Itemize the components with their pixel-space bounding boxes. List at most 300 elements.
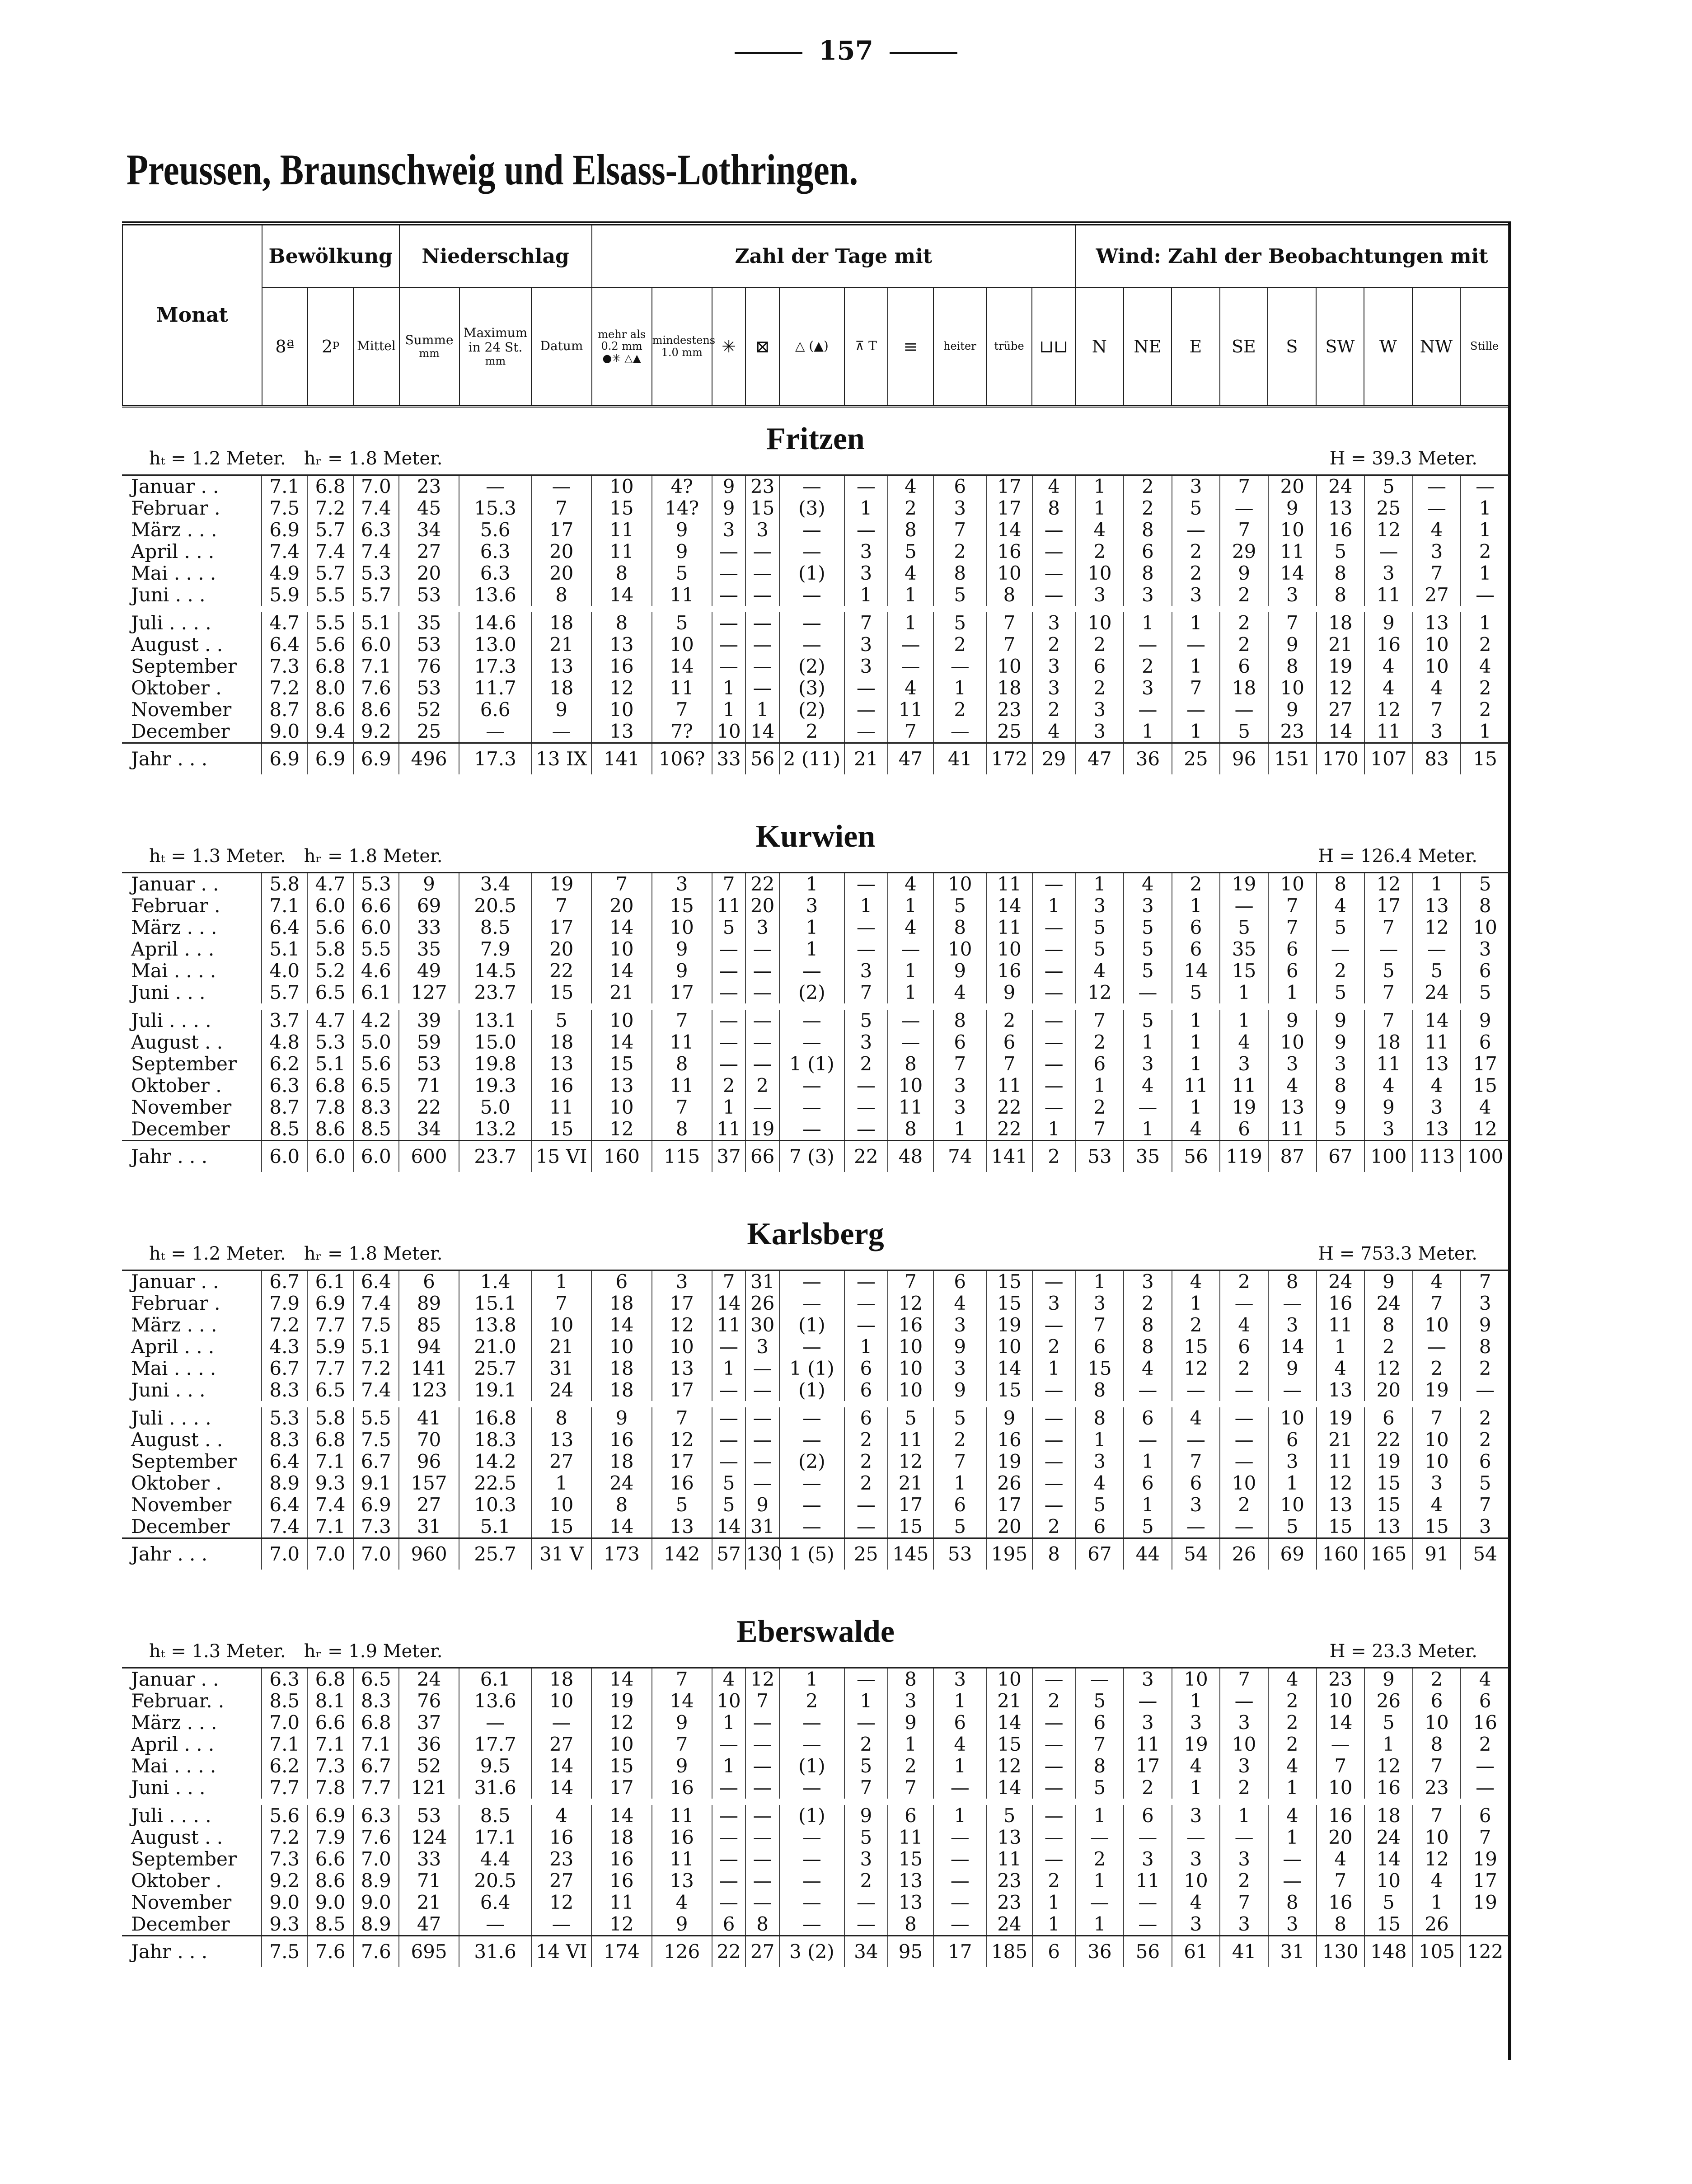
table-cell: 17 xyxy=(652,1451,712,1472)
table-cell: 5 xyxy=(652,1494,712,1516)
table-cell: 19.3 xyxy=(459,1075,531,1097)
table-cell: 18 xyxy=(1317,612,1365,634)
table-cell: — xyxy=(779,1010,844,1031)
table-cell: 20 xyxy=(591,895,651,917)
table-cell: 14 xyxy=(986,895,1032,917)
table-cell: 6 xyxy=(1172,938,1220,960)
table-cell: 1 xyxy=(1461,519,1509,541)
table-cell: 4 xyxy=(933,1293,986,1314)
table-cell: 14 xyxy=(986,519,1032,541)
table-cell: 23 xyxy=(531,1848,591,1870)
table-cell: 2 xyxy=(1032,1336,1076,1358)
table-cell: 76 xyxy=(399,1690,459,1712)
table-cell: 4 xyxy=(1317,1358,1365,1379)
table-cell: — xyxy=(888,634,933,656)
table-cell: 1 xyxy=(888,960,933,982)
table-cell: 2 xyxy=(1461,1407,1509,1429)
table-cell: 4.7 xyxy=(307,1010,353,1031)
header-tage-snow-icon: ✳ xyxy=(712,287,746,406)
month-label: März . . . xyxy=(131,1314,217,1336)
table-cell: 3 xyxy=(1172,1913,1220,1936)
table-cell: 11 xyxy=(531,1097,591,1118)
table-cell: 7 xyxy=(1268,895,1317,917)
table-cell: 18 xyxy=(1220,677,1268,699)
table-cell: 11 xyxy=(1364,584,1413,606)
month-label: December xyxy=(131,1515,230,1537)
table-cell: 8 xyxy=(1364,1314,1413,1336)
table-cell: 1 xyxy=(1032,1913,1076,1936)
table-cell: 100 xyxy=(1461,1141,1509,1172)
table-cell: — xyxy=(1220,497,1268,519)
table-cell: — xyxy=(1172,634,1220,656)
table-cell: 4 xyxy=(652,1892,712,1913)
month-label: Februar. . xyxy=(131,1690,225,1712)
table-cell: 1 xyxy=(1076,497,1124,519)
table-cell: 5 xyxy=(933,1407,986,1429)
station-elevation: H = 126.4 Meter. xyxy=(1318,846,1477,867)
table-cell: 39 xyxy=(399,1010,459,1031)
table-cell: 17 xyxy=(1124,1755,1172,1777)
table-cell: 8.3 xyxy=(262,1429,307,1451)
table-cell: 6.4 xyxy=(353,1270,399,1293)
table-cell: 3 xyxy=(1220,1712,1268,1734)
table-cell: 10 xyxy=(1317,1690,1365,1712)
table-cell: 16 xyxy=(1364,634,1413,656)
table-cell: — xyxy=(712,584,746,606)
header-wind-w: W xyxy=(1364,287,1412,406)
table-cell: 7 xyxy=(1220,1668,1268,1691)
table-cell: 8.5 xyxy=(262,1118,307,1141)
table-cell: 600 xyxy=(399,1141,459,1172)
thermometer-height: hₜ = 1.3 Meter. xyxy=(149,1641,286,1662)
table-cell: 47 xyxy=(399,1913,459,1936)
month-label: März . . . xyxy=(131,1711,217,1734)
table-cell: 3 xyxy=(745,1336,779,1358)
table-cell: 3 xyxy=(1076,1451,1124,1472)
table-cell: 7.4 xyxy=(262,541,307,562)
year-total-row xyxy=(122,743,1509,775)
table-cell: 10 xyxy=(1268,873,1317,895)
table-cell: 7 (3) xyxy=(779,1141,844,1172)
table-cell: — xyxy=(1032,1777,1076,1799)
table-cell: 170 xyxy=(1317,743,1365,775)
table-cell: 10 xyxy=(986,656,1032,677)
table-cell: 16 xyxy=(531,1827,591,1848)
table-cell: 10 xyxy=(531,1314,591,1336)
table-cell: 3 xyxy=(1268,1451,1317,1472)
table-cell: — xyxy=(1124,1097,1172,1118)
table-cell: 5.6 xyxy=(459,519,531,541)
table-cell: — xyxy=(779,1097,844,1118)
header-niederschlag: Niederschlag xyxy=(399,224,592,288)
header-tage-truebe: trübe xyxy=(986,287,1032,406)
month-label: Juni . . . xyxy=(131,1776,206,1799)
table-cell: 11 xyxy=(888,1429,933,1451)
table-cell: 141 xyxy=(399,1358,459,1379)
table-cell: — xyxy=(1124,634,1172,656)
page-number-text: 157 xyxy=(818,35,874,66)
table-cell: 6 xyxy=(1461,960,1509,982)
table-cell: 31 xyxy=(399,1516,459,1538)
table-cell: 10 xyxy=(652,917,712,938)
month-row xyxy=(122,1075,1509,1097)
table-cell: — xyxy=(459,1712,531,1734)
table-cell: 3 xyxy=(1413,721,1461,743)
table-cell: — xyxy=(1172,1379,1220,1401)
table-cell: 49 xyxy=(399,960,459,982)
table-cell: 9 xyxy=(1268,699,1317,721)
table-cell: 21 xyxy=(1317,1429,1365,1451)
table-cell: 36 xyxy=(399,1734,459,1755)
table-cell: 4 xyxy=(888,917,933,938)
table-cell: 3 xyxy=(1220,1913,1268,1936)
table-cell: 18 xyxy=(531,677,591,699)
table-cell: 13.2 xyxy=(459,1118,531,1141)
table-cell: 5.6 xyxy=(353,1053,399,1075)
table-cell: 6.5 xyxy=(307,1379,353,1401)
table-cell: 9 xyxy=(1317,1031,1365,1053)
table-cell: 9 xyxy=(712,475,746,498)
header-tage-fog-icon: ≡ xyxy=(888,287,933,406)
table-cell: 18 xyxy=(591,1293,651,1314)
table-cell: — xyxy=(712,541,746,562)
spacer-cell xyxy=(122,1003,1509,1010)
table-cell: 53 xyxy=(399,1805,459,1827)
table-cell: 6.5 xyxy=(307,982,353,1003)
table-cell: 124 xyxy=(399,1827,459,1848)
table-cell: 9 xyxy=(1268,497,1317,519)
table-cell: 7 xyxy=(1172,1451,1220,1472)
table-cell: — xyxy=(1032,1031,1076,1053)
table-cell: 8.7 xyxy=(262,1097,307,1118)
table-cell: 6.0 xyxy=(353,917,399,938)
table-cell: 6.3 xyxy=(459,541,531,562)
table-cell: 11.7 xyxy=(459,677,531,699)
table-cell: 1 xyxy=(933,1805,986,1827)
table-cell: 7 xyxy=(1317,1870,1365,1892)
header-wind-e: E xyxy=(1172,287,1220,406)
header-wind-stille: Stille xyxy=(1460,287,1509,406)
table-cell: 4 xyxy=(888,873,933,895)
month-label: April . . . xyxy=(131,938,215,960)
table-cell: 9 xyxy=(1364,1668,1413,1691)
table-cell: 54 xyxy=(1461,1538,1509,1570)
table-cell: (3) xyxy=(779,677,844,699)
table-cell: 5 xyxy=(1076,1494,1124,1516)
table-cell: — xyxy=(1124,1827,1172,1848)
table-cell: 7 xyxy=(986,612,1032,634)
table-cell: 1 xyxy=(1032,1358,1076,1379)
table-cell: 83 xyxy=(1413,743,1461,775)
table-cell: 5 xyxy=(712,917,746,938)
station-heights xyxy=(149,1243,460,1264)
table-cell: 4 xyxy=(1076,960,1124,982)
table-cell: 6.8 xyxy=(307,656,353,677)
station-name: Eberswalde xyxy=(736,1614,895,1649)
table-cell: 4 xyxy=(888,475,933,498)
table-cell: 6 xyxy=(933,1031,986,1053)
table-cell: 10 xyxy=(986,938,1032,960)
table-cell: 18 xyxy=(531,1668,591,1691)
table-cell: 11 xyxy=(986,1075,1032,1097)
table-cell: 2 xyxy=(1461,1734,1509,1755)
table-cell: 22 xyxy=(712,1936,746,1968)
table-cell: — xyxy=(844,1075,888,1097)
year-total-row xyxy=(122,1936,1509,1968)
table-cell: 6.3 xyxy=(262,1075,307,1097)
table-cell: 7 xyxy=(1172,677,1220,699)
table-cell: 3 xyxy=(1268,1053,1317,1075)
table-cell: 15 xyxy=(1413,1516,1461,1538)
table-cell: 3 (2) xyxy=(779,1936,844,1968)
table-cell: 12 xyxy=(1317,677,1365,699)
month-label: Oktober . xyxy=(131,1074,222,1097)
table-cell: 10 xyxy=(933,938,986,960)
table-cell: 2 xyxy=(1076,1097,1124,1118)
table-cell: 3 xyxy=(844,541,888,562)
table-cell: 3 xyxy=(1268,1314,1317,1336)
table-cell: 12 xyxy=(591,1913,651,1936)
table-cell: — xyxy=(1124,1429,1172,1451)
table-cell: — xyxy=(1032,1429,1076,1451)
table-cell: 4 xyxy=(1032,721,1076,743)
table-cell: 5.8 xyxy=(262,873,307,895)
table-cell: 6 xyxy=(1461,1451,1509,1472)
table-cell: 8 xyxy=(933,917,986,938)
table-cell: 6.4 xyxy=(262,1451,307,1472)
table-cell: 13 xyxy=(1364,1516,1413,1538)
table-cell: 10 xyxy=(1413,1827,1461,1848)
table-cell: 16 xyxy=(888,1314,933,1336)
table-cell: 6 xyxy=(844,1407,888,1429)
table-cell: 1 xyxy=(1172,1053,1220,1075)
table-cell: 6 xyxy=(1124,1805,1172,1827)
table-cell: 2 xyxy=(1172,541,1220,562)
table-cell: 15 xyxy=(986,1293,1032,1314)
table-cell: 8 xyxy=(1413,1734,1461,1755)
table-cell: 9 xyxy=(933,1379,986,1401)
table-cell: 5.3 xyxy=(353,873,399,895)
table-cell: 1 xyxy=(1172,1097,1220,1118)
table-cell: 35 xyxy=(399,612,459,634)
table-cell: 34 xyxy=(844,1936,888,1968)
table-cell: 10 xyxy=(1268,1407,1317,1429)
table-cell: — xyxy=(745,1472,779,1494)
table-cell: 11 xyxy=(1220,1075,1268,1097)
table-cell: 7.5 xyxy=(262,497,307,519)
table-cell: 6.4 xyxy=(262,634,307,656)
table-cell: 21 xyxy=(844,743,888,775)
table-cell: 10 xyxy=(888,1379,933,1401)
table-cell: 15 xyxy=(1317,1516,1365,1538)
table-cell: — xyxy=(712,1805,746,1827)
table-cell: 1 xyxy=(1124,1451,1172,1472)
table-cell: 3 xyxy=(933,1358,986,1379)
table-cell: 4 xyxy=(1364,1075,1413,1097)
table-cell: 9 xyxy=(652,541,712,562)
table-cell: 12 xyxy=(1364,699,1413,721)
header-tage-heiter: heiter xyxy=(933,287,986,406)
table-cell: 17.3 xyxy=(459,656,531,677)
table-cell: 4.7 xyxy=(307,873,353,895)
table-cell: 26 xyxy=(745,1293,779,1314)
month-label: December xyxy=(131,720,230,742)
table-cell: 17 xyxy=(986,475,1032,498)
table-cell: 27 xyxy=(531,1870,591,1892)
table-cell: 5.7 xyxy=(307,519,353,541)
table-cell: 6 xyxy=(1268,938,1317,960)
table-cell: 7 xyxy=(531,497,591,519)
table-cell: 9 xyxy=(652,519,712,541)
table-cell: 20 xyxy=(986,1516,1032,1538)
table-cell: 5 xyxy=(1317,982,1365,1003)
table-cell: 17 xyxy=(1461,1053,1509,1075)
table-cell: 7 xyxy=(888,721,933,743)
table-cell: 14 xyxy=(591,1668,651,1691)
table-cell: — xyxy=(844,1293,888,1314)
table-cell: 3.4 xyxy=(459,873,531,895)
table-cell: 26 xyxy=(1364,1690,1413,1712)
table-cell: 1 xyxy=(712,1097,746,1118)
table-cell: 16 xyxy=(1317,1293,1365,1314)
month-row xyxy=(122,1734,1509,1755)
table-cell: 4 xyxy=(1413,1270,1461,1293)
table-cell: — xyxy=(1032,1827,1076,1848)
table-cell: 6 xyxy=(1268,1429,1317,1451)
table-cell: 1 xyxy=(712,1712,746,1734)
table-cell: 15.0 xyxy=(459,1031,531,1053)
month-label: November xyxy=(131,698,232,721)
row-spacer xyxy=(122,1401,1509,1407)
table-cell: 5 xyxy=(652,562,712,584)
table-cell: (1) xyxy=(779,1805,844,1827)
table-cell: 26 xyxy=(986,1472,1032,1494)
table-cell: — xyxy=(933,1870,986,1892)
table-cell: 31.6 xyxy=(459,1777,531,1799)
table-cell: 5 xyxy=(1364,1892,1413,1913)
table-cell: 15.3 xyxy=(459,497,531,519)
table-cell: — xyxy=(779,1075,844,1097)
table-cell: 12 xyxy=(531,1892,591,1913)
table-cell: — xyxy=(1268,1848,1317,1870)
table-cell: — xyxy=(712,634,746,656)
table-cell: — xyxy=(712,612,746,634)
table-cell: 3 xyxy=(1461,938,1509,960)
table-cell: 2 xyxy=(933,1429,986,1451)
table-cell: 5.3 xyxy=(307,1031,353,1053)
table-cell: 142 xyxy=(652,1538,712,1570)
month-label: Juli . . . . xyxy=(131,1407,211,1429)
month-row xyxy=(122,497,1509,519)
table-cell: 71 xyxy=(399,1870,459,1892)
table-cell: 3 xyxy=(1124,584,1172,606)
table-cell: 24 xyxy=(1364,1827,1413,1848)
table-cell: 34 xyxy=(399,1118,459,1141)
table-cell: 4? xyxy=(652,475,712,498)
table-cell: 18 xyxy=(591,1358,651,1379)
table-cell: 106? xyxy=(652,743,712,775)
table-cell: — xyxy=(888,1010,933,1031)
table-cell: 127 xyxy=(399,982,459,1003)
table-cell: — xyxy=(712,562,746,584)
header-tage-mehr-als-label: mehr als 0.2 mm xyxy=(598,328,646,353)
table-cell: 5 xyxy=(1076,1690,1124,1712)
table-cell: — xyxy=(779,1516,844,1538)
table-cell: 7 xyxy=(1364,1010,1413,1031)
table-cell: 6.7 xyxy=(353,1451,399,1472)
month-label: März . . . xyxy=(131,519,217,541)
table-cell: 6 xyxy=(1076,1516,1124,1538)
table-cell: 3 xyxy=(844,562,888,584)
table-cell: 44 xyxy=(1124,1538,1172,1570)
table-cell: 5.8 xyxy=(307,938,353,960)
table-cell: 21 xyxy=(399,1892,459,1913)
month-row xyxy=(122,541,1509,562)
table-cell: 10 xyxy=(1268,1031,1317,1053)
table-cell: — xyxy=(745,634,779,656)
month-row xyxy=(122,1053,1509,1075)
table-cell: — xyxy=(712,1031,746,1053)
table-cell: 10 xyxy=(1172,1870,1220,1892)
header-maximum-label: Maximum in 24 St. xyxy=(463,325,528,355)
table-cell: 119 xyxy=(1220,1141,1268,1172)
table-cell: 9 xyxy=(888,1712,933,1734)
table-cell: 7.2 xyxy=(262,1827,307,1848)
table-cell: 37 xyxy=(399,1712,459,1734)
table-cell: 1 xyxy=(1076,1075,1124,1097)
table-cell: 8.3 xyxy=(353,1097,399,1118)
table-cell: 19 xyxy=(531,873,591,895)
table-cell: 7? xyxy=(652,721,712,743)
table-cell: 1 xyxy=(779,873,844,895)
table-cell: 174 xyxy=(591,1936,651,1968)
table-cell: 2 xyxy=(844,1734,888,1755)
header-wind-nw: NW xyxy=(1412,287,1461,406)
month-row xyxy=(122,1358,1509,1379)
table-cell: 9 xyxy=(652,1913,712,1936)
table-cell: 11 xyxy=(1364,721,1413,743)
table-cell: 8.6 xyxy=(307,1870,353,1892)
table-cell: — xyxy=(745,1755,779,1777)
table-cell: 7.2 xyxy=(353,1358,399,1379)
table-cell: 3 xyxy=(844,634,888,656)
table-cell: 100 xyxy=(1364,1141,1413,1172)
table-cell: 5.0 xyxy=(459,1097,531,1118)
table-cell: 3 xyxy=(1124,1270,1172,1293)
table-cell: 31 xyxy=(745,1516,779,1538)
month-row xyxy=(122,721,1509,743)
spacer-cell xyxy=(122,1401,1509,1407)
table-cell: 10 xyxy=(591,699,651,721)
table-cell: 95 xyxy=(888,1936,933,1968)
table-cell: 5.7 xyxy=(353,584,399,606)
table-cell: 6.8 xyxy=(353,1712,399,1734)
table-cell: 12 xyxy=(591,677,651,699)
table-cell: 14 xyxy=(745,721,779,743)
table-cell: 6 xyxy=(1364,1407,1413,1429)
table-cell: — xyxy=(712,656,746,677)
table-cell: 3 xyxy=(1076,584,1124,606)
table-cell: 35 xyxy=(399,938,459,960)
table-cell: 2 xyxy=(1032,1870,1076,1892)
month-label: September xyxy=(131,1053,237,1075)
table-cell: 5 xyxy=(531,1010,591,1031)
table-cell: 8 xyxy=(1268,1270,1317,1293)
table-cell: (1) xyxy=(779,1379,844,1401)
table-cell: 6.8 xyxy=(307,1668,353,1691)
table-cell: 7.2 xyxy=(262,1314,307,1336)
table-cell: 1 xyxy=(1172,721,1220,743)
